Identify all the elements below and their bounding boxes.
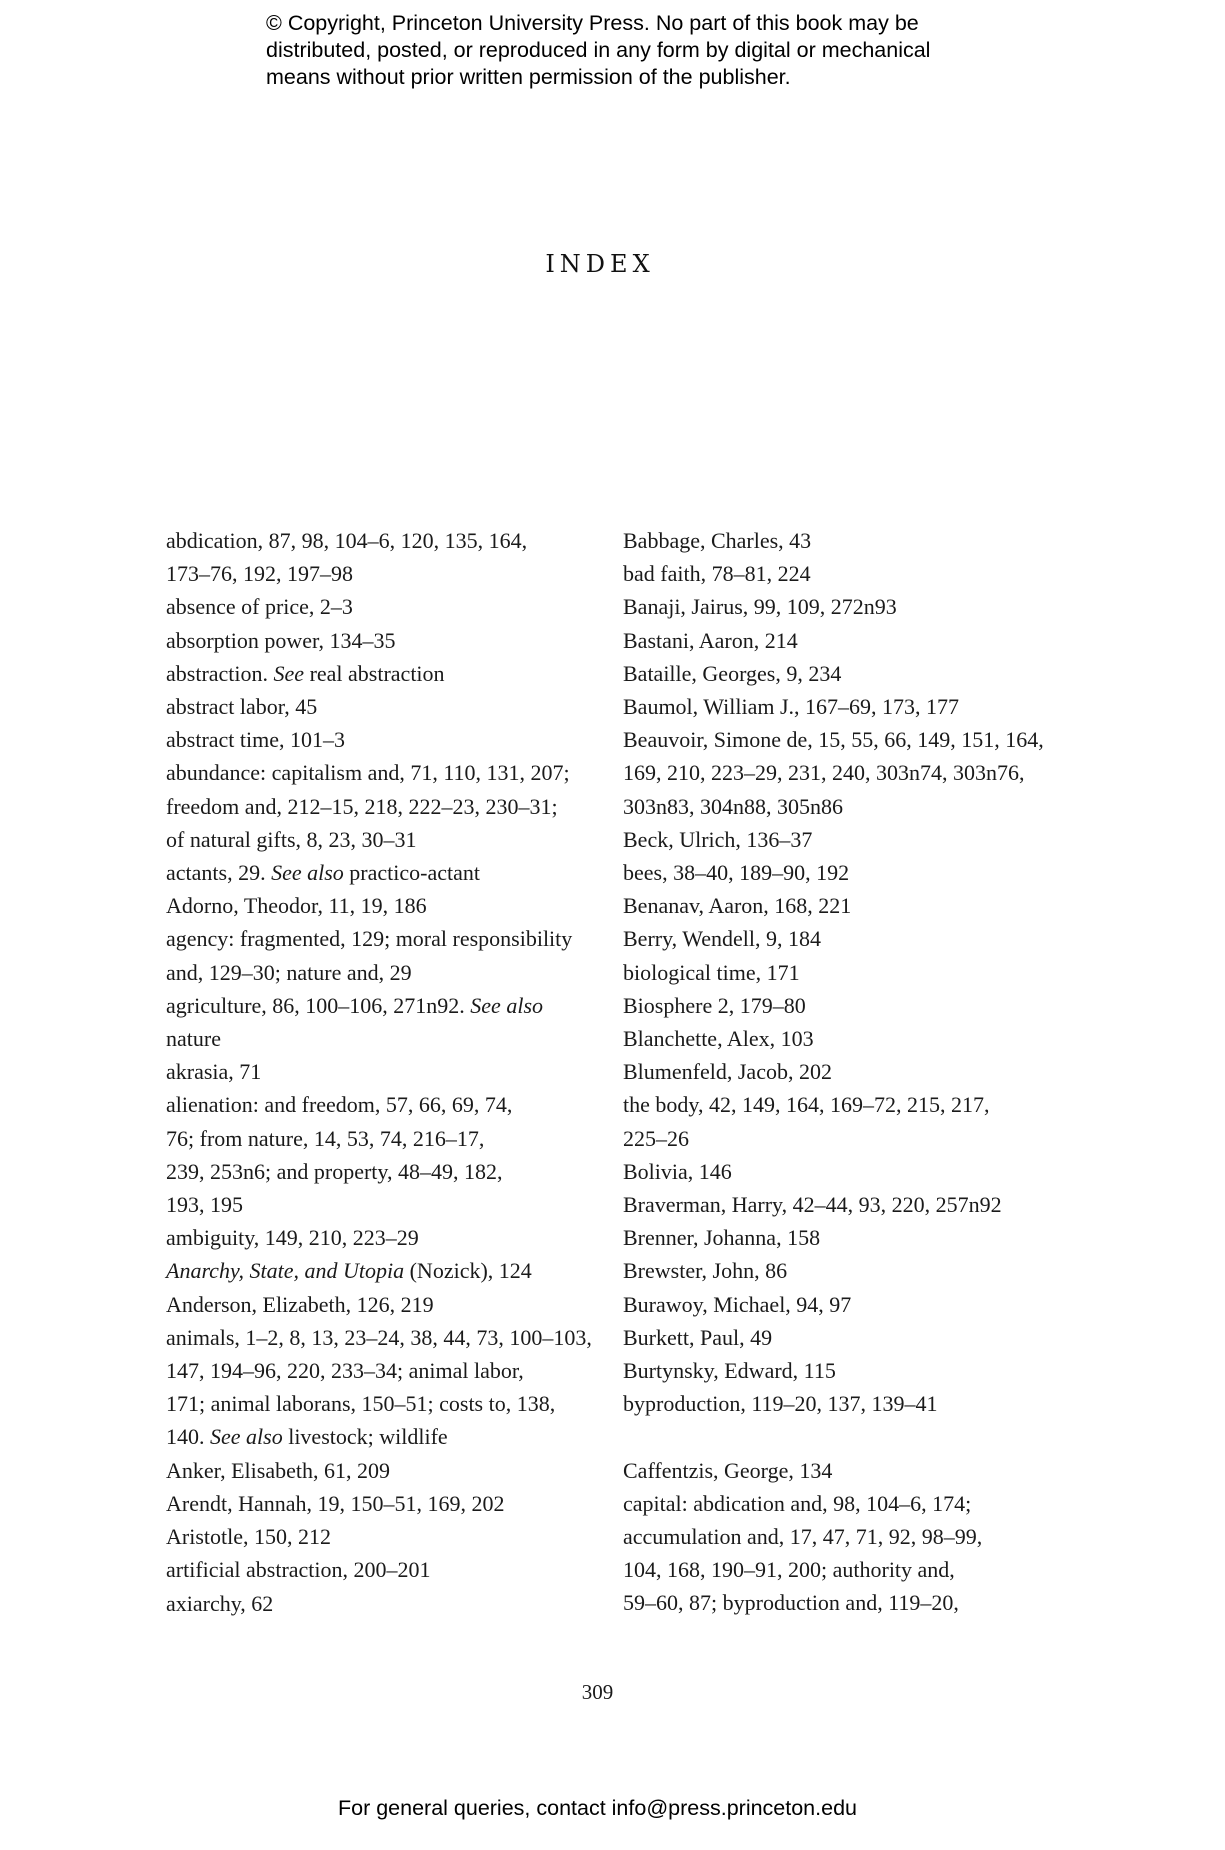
index-entry (623, 1055, 1063, 1088)
index-entry-line: Baumol, William J., 167–69, 173, 177 (623, 694, 960, 720)
index-entry (623, 1221, 1063, 1254)
index-entry (166, 524, 596, 590)
index-entry-line: 303n83, 304n88, 305n86 (623, 793, 843, 819)
index-entry (623, 1487, 1063, 1620)
index-entry-line: of natural gifts, 8, 23, 30–31 (166, 826, 417, 852)
index-entry-line: Bastani, Aaron, 214 (623, 627, 798, 653)
index-entry-line: Berry, Wendell, 9, 184 (623, 926, 822, 952)
index-entry-line: 59–60, 87; byproduction and, 119–20, (623, 1590, 959, 1616)
index-entry (166, 922, 596, 988)
index-entry-line: Aristotle, 150, 212 (166, 1524, 331, 1550)
index-entry-line: absence of price, 2–3 (166, 594, 353, 620)
index-entry-line: 225–26 (623, 1125, 689, 1151)
index-entry-line: Bataille, Georges, 9, 234 (623, 660, 842, 686)
index-entry (166, 657, 596, 690)
index-entry (166, 1288, 596, 1321)
index-entry (623, 1188, 1063, 1221)
index-entry-line: Brewster, John, 86 (623, 1258, 788, 1284)
index-entry-line: Anker, Elisabeth, 61, 209 (166, 1457, 390, 1483)
page-number: 309 (581, 1680, 614, 1704)
index-entry-line: absorption power, 134–35 (166, 627, 396, 653)
index-entry (623, 989, 1063, 1022)
index-entry (166, 1520, 596, 1553)
index-entry-line: agency: fragmented, 129; moral responsibility (166, 926, 573, 952)
index-entry (166, 1254, 596, 1287)
index-entry (166, 1587, 596, 1620)
index-entry (166, 723, 596, 756)
index-entry (623, 657, 1063, 690)
index-entry-line: Banaji, Jairus, 99, 109, 272n93 (623, 594, 897, 620)
index-entry-line: Babbage, Charles, 43 (623, 528, 812, 553)
index-entry-line: Burkett, Paul, 49 (623, 1324, 773, 1350)
index-entry-line: artificial abstraction, 200–201 (166, 1557, 431, 1583)
index-entry-line: byproduction, 119–20, 137, 139–41 (623, 1391, 938, 1417)
index-entry-line: abundance: capitalism and, 71, 110, 131, 207; (166, 760, 570, 786)
index-entry (166, 590, 596, 623)
index-entry-line: Adorno, Theodor, 11, 19, 186 (166, 893, 427, 919)
index-entry (623, 590, 1063, 623)
page-title: INDEX (545, 250, 655, 278)
index-entry-line: Blumenfeld, Jacob, 202 (623, 1059, 832, 1085)
index-entry (623, 956, 1063, 989)
index-entry (166, 690, 596, 723)
index-entry (166, 1553, 596, 1586)
index-entry (623, 922, 1063, 955)
index-entry-line: actants, 29. See also practico-actant (166, 860, 480, 886)
index-entry-line: abstract labor, 45 (166, 694, 318, 720)
index-entry-line: freedom and, 212–15, 218, 222–23, 230–31; (166, 793, 558, 819)
index-entry-line: Blanchette, Alex, 103 (623, 1026, 814, 1052)
index-entry-line: 193, 195 (166, 1192, 243, 1218)
index-entry-line: agriculture, 86, 100–106, 271n92. See also (166, 992, 543, 1018)
copyright-line: © Copyright, Princeton University Press. No part of this book may be (266, 11, 919, 35)
index-entry-line: 169, 210, 223–29, 231, 240, 303n74, 303n76, (623, 760, 1025, 786)
index-entry (166, 624, 596, 657)
copyright-line: distributed, posted, or reproduced in any form by digital or mechanical (266, 38, 931, 62)
index-entry (623, 690, 1063, 723)
index-entry (166, 756, 596, 856)
index-entry-line: Anderson, Elizabeth, 126, 219 (166, 1291, 434, 1317)
index-entry-line: and, 129–30; nature and, 29 (166, 959, 412, 985)
copyright-line: means without prior written permission of the publisher. (266, 65, 791, 89)
index-column-left (166, 524, 596, 1620)
index-entry (623, 1022, 1063, 1055)
index-entry (623, 823, 1063, 856)
index-entry-line: abdication, 87, 98, 104–6, 120, 135, 164, (166, 528, 528, 553)
index-entry (166, 1221, 596, 1254)
index-entry (623, 1354, 1063, 1387)
index-entry-line: Braverman, Harry, 42–44, 93, 220, 257n92 (623, 1192, 1002, 1218)
index-entry-line: 173–76, 192, 197–98 (166, 561, 353, 587)
index-entry (166, 1088, 596, 1221)
index-entry (623, 1288, 1063, 1321)
index-entry (623, 1454, 1063, 1487)
index-entry (166, 889, 596, 922)
index-entry (623, 1088, 1063, 1154)
index-entry-line: 147, 194–96, 220, 233–34; animal labor, (166, 1358, 524, 1384)
index-entry-line: Beauvoir, Simone de, 15, 55, 66, 149, 151, 164, (623, 727, 1044, 753)
index-entry-line: animals, 1–2, 8, 13, 23–24, 38, 44, 73, 100–103, (166, 1324, 592, 1350)
index-entry (623, 889, 1063, 922)
index-entry-line: capital: abdication and, 98, 104–6, 174; (623, 1490, 972, 1516)
index-entry-line: biological time, 171 (623, 959, 800, 985)
index-entry-line: Arendt, Hannah, 19, 150–51, 169, 202 (166, 1490, 505, 1516)
index-entry (166, 1487, 596, 1520)
index-entry (623, 624, 1063, 657)
index-entry (166, 1321, 596, 1454)
index-entry-line: Caffentzis, George, 134 (623, 1457, 833, 1483)
index-entry-line: Bolivia, 146 (623, 1158, 732, 1184)
index-entry-line: Brenner, Johanna, 158 (623, 1225, 821, 1251)
index-entry-line: bees, 38–40, 189–90, 192 (623, 860, 850, 886)
index-entry-line: bad faith, 78–81, 224 (623, 561, 811, 587)
index-entry (623, 1155, 1063, 1188)
index-entry-line: abstract time, 101–3 (166, 727, 346, 753)
index-entry-line: ambiguity, 149, 210, 223–29 (166, 1225, 419, 1251)
index-entry (166, 989, 596, 1055)
index-entry-line: alienation: and freedom, 57, 66, 69, 74, (166, 1092, 513, 1118)
index-entry (623, 856, 1063, 889)
footer-contact: For general queries, contact info@press.princeton.edu (337, 1796, 857, 1820)
index-entry-line: Benanav, Aaron, 168, 221 (623, 893, 852, 919)
index-entry-line: Anarchy, State, and Utopia (Nozick), 124 (166, 1258, 532, 1284)
section-gap (623, 1420, 1063, 1453)
index-entry (623, 557, 1063, 590)
index-entry (166, 1454, 596, 1487)
index-entry (623, 1387, 1063, 1420)
index-entry-line: Beck, Ulrich, 136–37 (623, 826, 813, 852)
index-entry-line: 140. See also livestock; wildlife (166, 1424, 448, 1450)
index-entry-line: Biosphere 2, 179–80 (623, 992, 806, 1018)
index-entry (623, 1254, 1063, 1287)
index-entry-line: accumulation and, 17, 47, 71, 92, 98–99, (623, 1524, 983, 1550)
index-entry-line: akrasia, 71 (166, 1059, 262, 1085)
index-column-right (623, 524, 1063, 1620)
index-entry (166, 1055, 596, 1088)
index-entry-line: Burawoy, Michael, 94, 97 (623, 1291, 852, 1317)
index-entry-line: the body, 42, 149, 164, 169–72, 215, 217, (623, 1092, 990, 1118)
index-entry-line: 239, 253n6; and property, 48–49, 182, (166, 1158, 503, 1184)
index-entry-line: 104, 168, 190–91, 200; authority and, (623, 1557, 955, 1583)
index-entry (623, 723, 1063, 823)
index-entry-line: 171; animal laborans, 150–51; costs to, 138, (166, 1391, 556, 1417)
index-entry-line: 76; from nature, 14, 53, 74, 216–17, (166, 1125, 485, 1151)
index-entry (623, 524, 1063, 557)
index-entry (166, 856, 596, 889)
index-entry-line: Burtynsky, Edward, 115 (623, 1358, 836, 1384)
copyright-notice (266, 10, 1026, 91)
index-entry-line: nature (166, 1026, 221, 1052)
index-entry-line: axiarchy, 62 (166, 1590, 274, 1616)
index-entry (623, 1321, 1063, 1354)
index-entry-line: abstraction. See real abstraction (166, 660, 445, 686)
